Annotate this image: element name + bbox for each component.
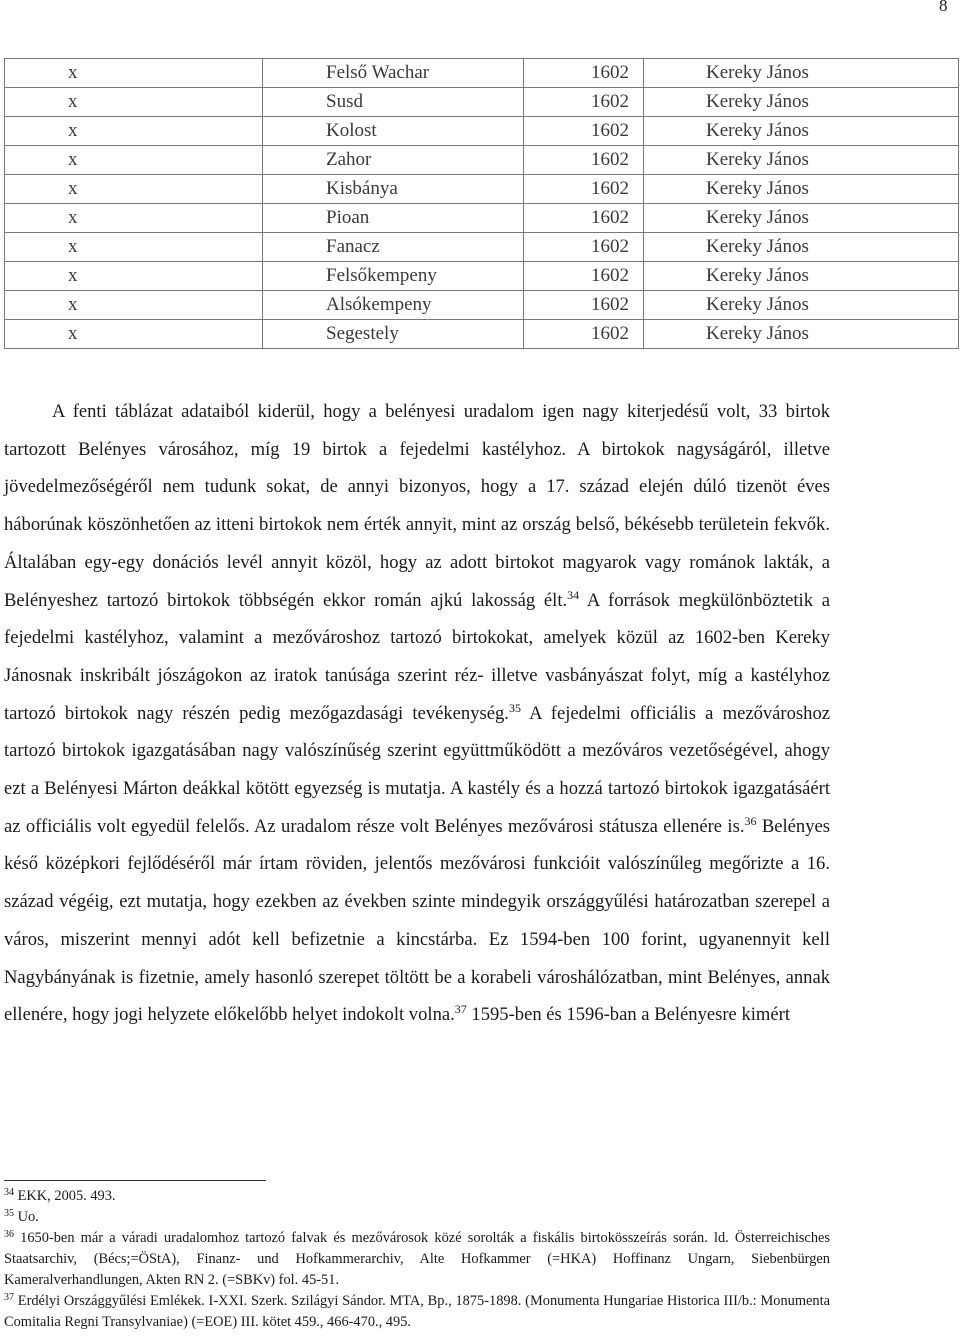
cell-mark: x (5, 204, 263, 233)
cell-year: 1602 (524, 146, 644, 175)
cell-place: Kolost (263, 117, 524, 146)
text-segment: A fenti táblázat adataiból kiderül, hogy a belényesi uradalom igen nagy kiterjedésű volt, 33 birtok tartozott Belényes városához, míg 19 birtok a fejedelmi kastélyhoz. A birtokok nagyságáról, illetve jövedelmezőségéről nem tudunk sokat, de annyi bizonyos, hogy a 17. század elején dúló tizenöt éves háborúnak köszönhetően az itteni birtokok nem érték annyit, mint az ország belső, békésebb területein fekvők. Általában egy-egy donációs levél annyit közöl, hogy az adott birtokot magyarok vagy románok lakták, a Belényeshez tartozó birtokok többségén ekkor román ajkú lakosság élt. (4, 401, 830, 611)
cell-owner: Kereky János (644, 117, 959, 146)
footnotes (4, 1186, 830, 1333)
table-row (5, 320, 959, 349)
footnote-number: 36 (4, 1229, 14, 1240)
footnote-36 (4, 1228, 830, 1291)
table-row (5, 117, 959, 146)
cell-year: 1602 (524, 204, 644, 233)
table-row (5, 88, 959, 117)
footnote-34 (4, 1186, 830, 1207)
cell-mark: x (5, 88, 263, 117)
footnote-number: 34 (4, 1187, 14, 1198)
cell-owner: Kereky János (644, 146, 959, 175)
main-paragraph (4, 393, 830, 1034)
cell-year: 1602 (524, 117, 644, 146)
footnote-number: 35 (4, 1208, 14, 1219)
footnote-text: Erdélyi Országgyűlési Emlékek. I-XXI. Szerk. Szilágyi Sándor. MTA, Bp., 1875-1898. (Monumenta Hungariae Historica III/b.: Monumenta Comitalia Regni Transylvaniae) (=EOE) III. kötet 459., 466-470., 495. (4, 1293, 830, 1330)
cell-mark: x (5, 233, 263, 262)
cell-year: 1602 (524, 291, 644, 320)
footnote-text: 1650-ben már a váradi uradalomhoz tartozó falvak és mezővárosok közé sorolták a fiskális birtokösszeírás során. ld. Österreichisches Staatsarchiv, (Bécs;=ÖStA), Finanz- und Hofkammerarchiv, Alte Hofkammer (=HKA) Hoffinanz Ungarn, Siebenbürgen Kameralverhandlungen, Akten RN 2. (=SBKv) fol. 45-51. (4, 1230, 830, 1288)
footnote-37 (4, 1291, 830, 1333)
cell-place: Felső Wachar (263, 59, 524, 88)
table-row (5, 175, 959, 204)
table-row (5, 262, 959, 291)
cell-year: 1602 (524, 88, 644, 117)
cell-owner: Kereky János (644, 291, 959, 320)
cell-mark: x (5, 175, 263, 204)
estate-table-body (5, 59, 959, 349)
table-row (5, 291, 959, 320)
table-row (5, 146, 959, 175)
table-row (5, 59, 959, 88)
cell-year: 1602 (524, 175, 644, 204)
text-segment: A fejedelmi officiális a mezővároshoz tartozó birtokok igazgatásában nagy valószínűség szerint együttműködött a mezőváros vezetőségével, ahogy ezt a Belényesi Márton deákkal kötött egyezség is mutatja. A kastély és a hozzá tartozó birtokok igazgatásáért az officiális volt egyedül felelős. Az uradalom része volt Belényes mezővárosi státusza ellenére is. (4, 702, 831, 837)
cell-mark: x (5, 117, 263, 146)
table-row (5, 204, 959, 233)
cell-place: Pioan (263, 204, 524, 233)
cell-place: Alsókempeny (263, 291, 524, 320)
cell-year: 1602 (524, 262, 644, 291)
text-segment: Belényes késő középkori fejlődéséről már írtam röviden, jelentős mezővárosi funkcióit valószínűleg megőrizte a 16. század végéig, ezt mutatja, hogy ezekben az években szinte mindegyik országgyűlési határozatban szerepel a város, miszerint mennyi adót kell befizetnie a kincstárba. Ez 1594-ben 100 forint, ugyanennyit kell Nagybányának is fizetnie, amely hasonló szerepet töltött be a korabeli városhálózatban, mint Belényes, annak ellenére, hogy jogi helyzete előkelőbb helyet indokolt volna. (4, 815, 830, 1026)
cell-owner: Kereky János (644, 204, 959, 233)
page-number: 8 (939, 0, 948, 15)
cell-year: 1602 (524, 59, 644, 88)
cell-place: Segestely (263, 320, 524, 349)
footnote-text: Uo. (14, 1209, 39, 1225)
cell-owner: Kereky János (644, 59, 959, 88)
cell-place: Susd (263, 88, 524, 117)
footnote-ref-36[interactable]: 36 (744, 813, 757, 828)
footnote-ref-37[interactable]: 37 (454, 1002, 467, 1017)
cell-year: 1602 (524, 233, 644, 262)
footnote-ref-34[interactable]: 34 (567, 587, 580, 602)
cell-mark: x (5, 146, 263, 175)
cell-mark: x (5, 320, 263, 349)
cell-place: Zahor (263, 146, 524, 175)
cell-owner: Kereky János (644, 262, 959, 291)
cell-owner: Kereky János (644, 233, 959, 262)
cell-mark: x (5, 291, 263, 320)
cell-owner: Kereky János (644, 88, 959, 117)
footnote-text: EKK, 2005. 493. (14, 1188, 116, 1204)
cell-owner: Kereky János (644, 320, 959, 349)
footnote-separator (4, 1180, 266, 1181)
paragraph-text (4, 393, 830, 1034)
cell-place: Felsőkempeny (263, 262, 524, 291)
cell-mark: x (5, 59, 263, 88)
text-segment: 1595-ben és 1596-ban a Belényesre kimért (466, 1004, 790, 1026)
table-row (5, 233, 959, 262)
footnote-35 (4, 1207, 830, 1228)
cell-owner: Kereky János (644, 175, 959, 204)
cell-year: 1602 (524, 320, 644, 349)
cell-place: Fanacz (263, 233, 524, 262)
cell-place: Kisbánya (263, 175, 524, 204)
text-segment: A források megkülönböztetik a fejedelmi kastélyhoz, valamint a mezővároshoz tartozó birtokokat, amelyek közül az 1602-ben Kereky Jánosnak inskribált jószágokon az iratok tanúsága szerint réz- illetve vasbányászat folyt, míg a kastélyhoz tartozó birtokok nagy részén pedig mezőgazdasági tevékenység. (4, 589, 830, 724)
footnote-number: 37 (4, 1292, 14, 1303)
cell-mark: x (5, 262, 263, 291)
estate-table (4, 58, 959, 349)
footnote-ref-35[interactable]: 35 (508, 700, 521, 715)
